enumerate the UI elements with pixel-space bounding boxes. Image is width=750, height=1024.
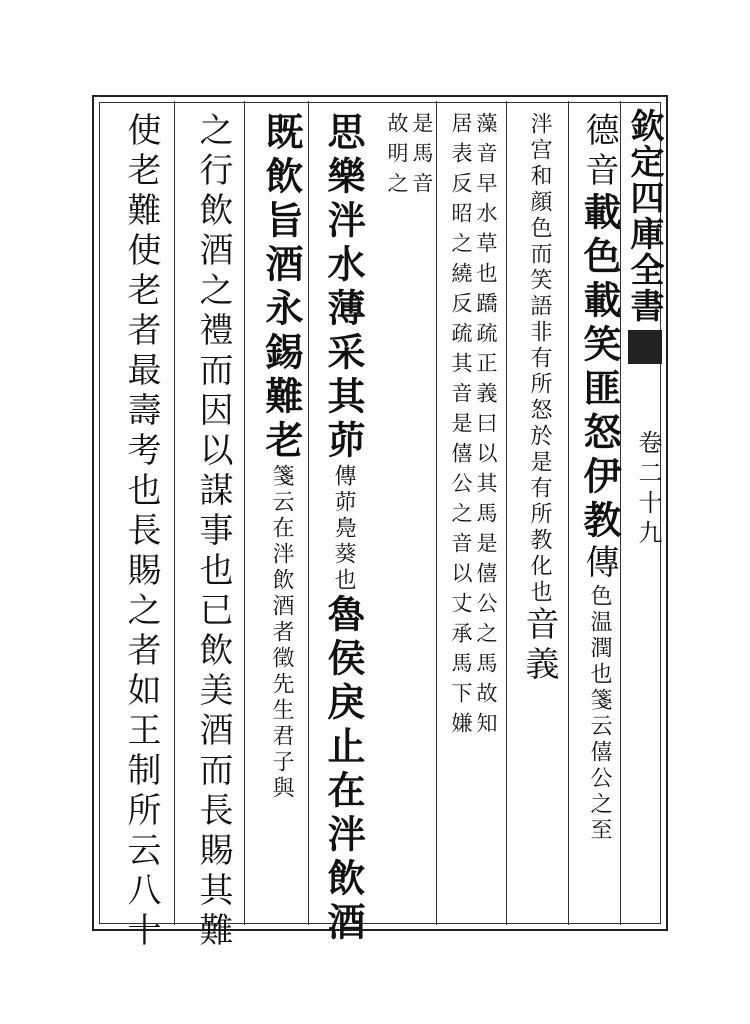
col_main1-segment: 思樂泮水薄采其茆 xyxy=(321,112,366,464)
margin-volume: 卷二十九 xyxy=(634,430,662,550)
col_main2-segment: 既飲旨酒永錫難老 xyxy=(259,112,304,464)
text-column-4 xyxy=(384,112,434,202)
text-column-8: 使老難使老者最壽考也長賜之者如王制所云八十 xyxy=(121,112,161,952)
columns.0.segments-segment: 色温潤也箋云僖公之至 xyxy=(587,584,612,844)
col_main2-segment: 箋云在泮飲酒者徵先生君子與 xyxy=(269,464,294,802)
column-rule xyxy=(174,101,175,925)
col_main1-segment: 魯侯戾止在泮飲酒 xyxy=(321,594,366,946)
columns.0.segments-segment: 傳 xyxy=(579,544,619,584)
text-column-6 xyxy=(256,112,306,912)
column-rule xyxy=(506,101,507,925)
text-column-3 xyxy=(448,112,498,742)
column-rule xyxy=(568,101,569,925)
text-column-7: 之行飲酒之禮而因以謀事也已飲美酒而長賜其難 xyxy=(193,112,233,952)
short-line-right: 是馬音 xyxy=(410,112,434,202)
column-rule xyxy=(244,101,245,925)
text-column-2 xyxy=(514,112,564,912)
columns.1.segments-segment: 音義 xyxy=(519,606,559,686)
column-rule xyxy=(308,101,309,925)
text-column-5 xyxy=(318,112,368,946)
margin-seal-mark xyxy=(628,330,662,364)
columns.1.segments-segment: 泮宫和顔色而笑語非有所怒於是有所教化也 xyxy=(527,112,552,606)
commentary-line-right: 藻音早水草也蹻疏正義曰以其馬是僖公之馬故知 xyxy=(474,112,498,742)
margin-title: 欽定四庫全書 xyxy=(624,108,664,324)
columns.0.segments-segment: 德音 xyxy=(579,112,619,192)
text-column-1 xyxy=(574,112,624,912)
columns.0.segments-segment: 載色載笑匪怒伊教 xyxy=(577,192,622,544)
col_main1-segment: 傳茆鳧葵也 xyxy=(331,464,356,594)
column-rule xyxy=(436,101,437,925)
commentary-line-left: 居表反昭之繞反疏其音是僖公之音以丈承馬下嫌 xyxy=(449,112,473,742)
short-line-left: 故明之 xyxy=(385,112,409,202)
